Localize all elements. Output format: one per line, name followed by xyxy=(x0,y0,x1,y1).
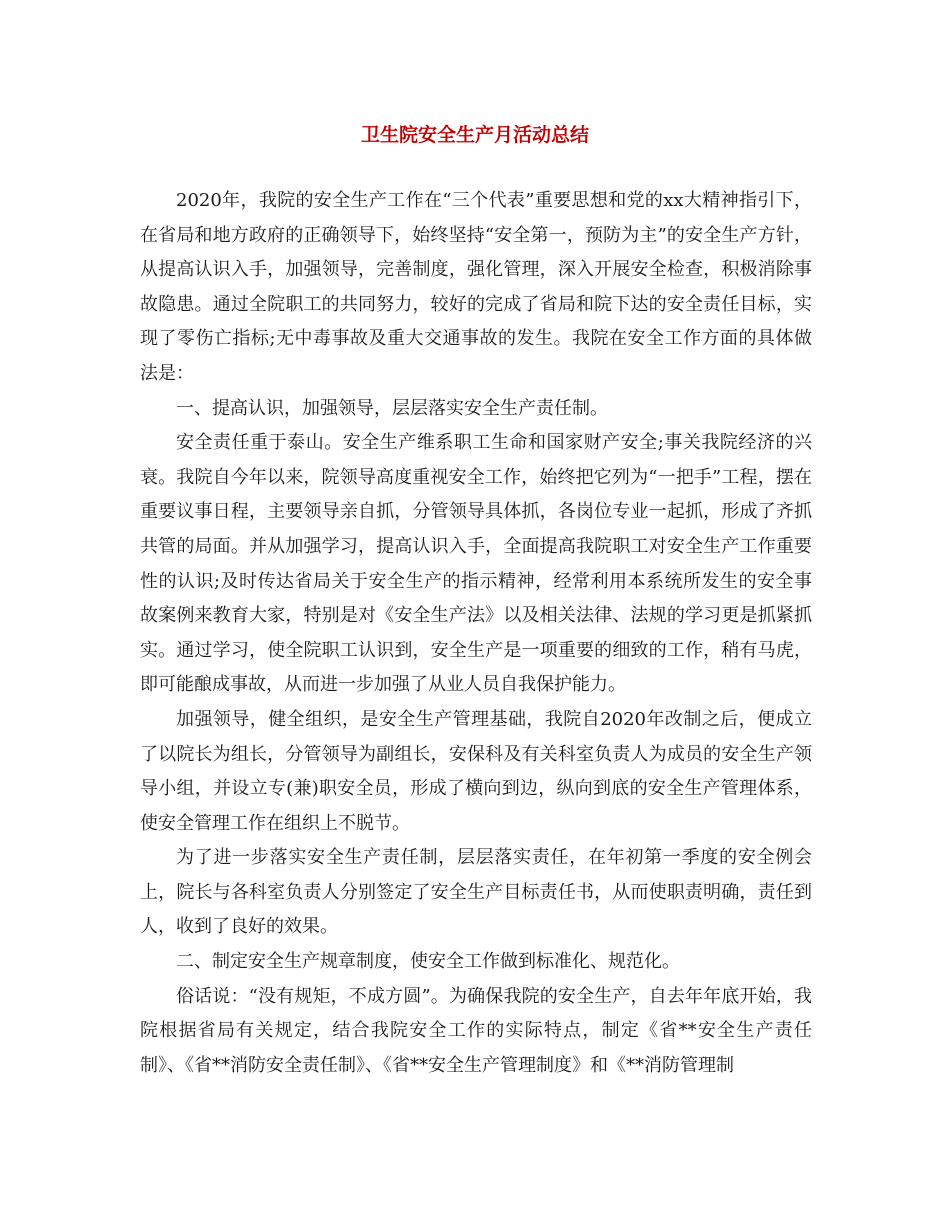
section-heading-1: 一、提高认识，加强领导，层层落实安全生产责任制。 xyxy=(176,397,608,419)
section-heading-2: 二、制定安全生产规章制度，使安全工作做到标准化、规范化。 xyxy=(176,951,680,973)
paragraph-intro: 2020年，我院的安全生产工作在“三个代表”重要思想和党的xx大精神指引下，在省局和地方政府的正确领导下，始终坚持“安全第一，预防为主”的安全生产方针，从提高认识入手，加强领导，完善制度，强化管理，深入开展安全检查，积极消除事故隐患。通过全院职工的共同努力，较好的完成了省局和院下达的安全责任目标，实现了零伤亡指标;无中毒事故及重大交通事故的发生。我院在安全工作方面的具体做法是： xyxy=(140,190,812,384)
paragraph-accountability: 为了进一步落实安全生产责任制，层层落实责任，在年初第一季度的安全例会上，院长与各科室负责人分别签定了安全生产目标责任书，从而使职责明确，责任到人，收到了良好的效果。 xyxy=(140,847,812,938)
document-body xyxy=(140,184,812,1083)
paragraph-leadership: 加强领导，健全组织，是安全生产管理基础，我院自2020年改制之后，便成立了以院长为组长，分管领导为副组长，安保科及有关科室负责人为成员的安全生产领导小组，并设立专(兼)职安全员，形成了横向到边，纵向到底的安全生产管理体系，使安全管理工作在组织上不脱节。 xyxy=(140,708,812,834)
document-title: 卫生院安全生产月活动总结 xyxy=(360,124,589,146)
paragraph-regulations: 俗话说：“没有规矩，不成方圆”。为确保我院的安全生产，自去年年底开始，我院根据省局有关规定，结合我院安全工作的实际特点，制定《省**安全生产责任制》、《省**消防安全责任制》、《省**安全生产管理制度》和《**消防管理制 xyxy=(140,985,812,1076)
paragraph-responsibility: 安全责任重于泰山。安全生产维系职工生命和国家财产安全;事关我院经济的兴衰。我院自今年以来，院领导高度重视安全工作，始终把它列为“一把手”工程，摆在重要议事日程，主要领导亲自抓，分管领导具体抓，各岗位专业一起抓，形成了齐抓共管的局面。并从加强学习，提高认识入手，全面提高我院职工对安全生产工作重要性的认识;及时传达省局关于安全生产的指示精神，经常利用本系统所发生的安全事故案例来教育大家，特别是对《安全生产法》以及相关法律、法规的学习更是抓紧抓实。通过学习，使全院职工认识到，安全生产是一项重要的细致的工作，稍有马虎，即可能酿成事故，从而进一步加强了从业人员自我保护能力。 xyxy=(140,432,812,696)
